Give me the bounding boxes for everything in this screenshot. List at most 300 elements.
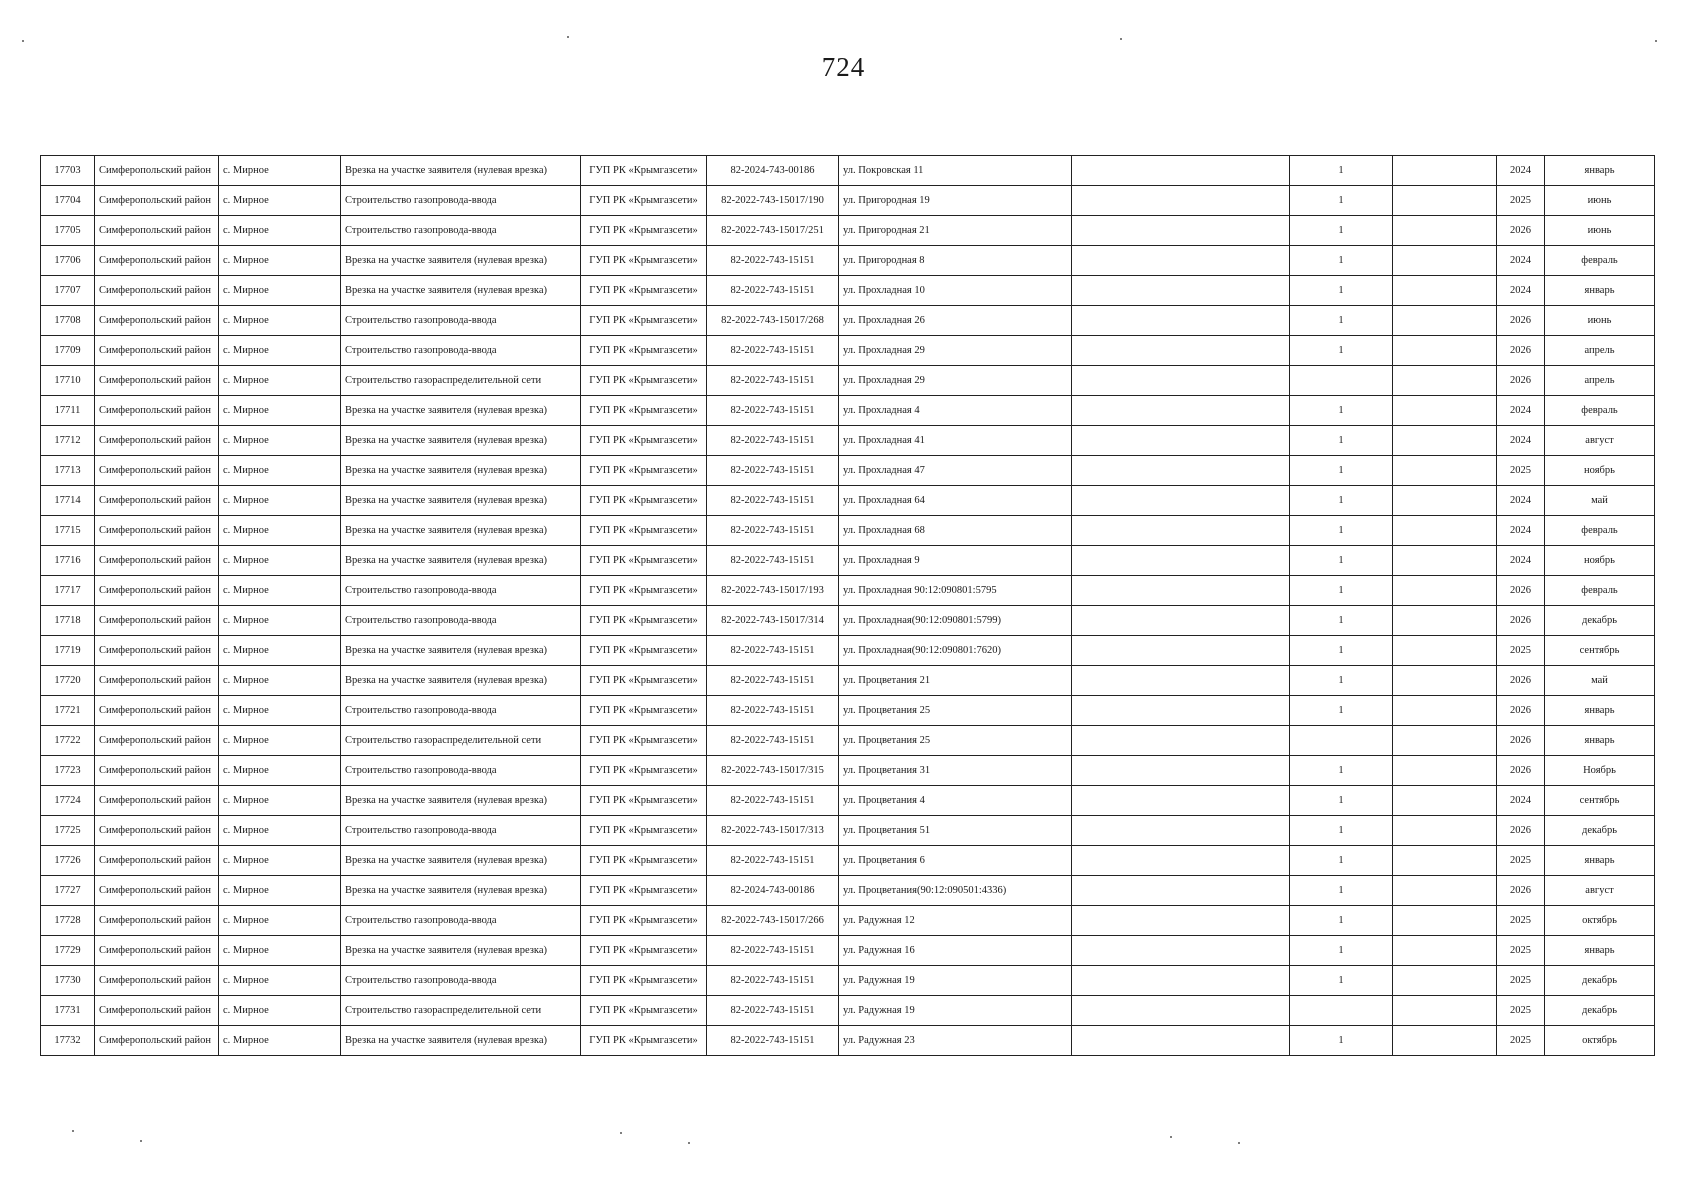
row-number: 17727	[41, 876, 95, 906]
table-row	[41, 426, 1655, 456]
work-type-cell: Строительство газораспределительной сети	[341, 366, 581, 396]
empty-cell	[1072, 366, 1290, 396]
address-cell: ул. Радужная 12	[839, 906, 1072, 936]
district-cell: Симферопольский район	[95, 276, 219, 306]
district-cell: Симферопольский район	[95, 336, 219, 366]
row-number: 17731	[41, 996, 95, 1026]
district-cell: Симферопольский район	[95, 156, 219, 186]
district-cell: Симферопольский район	[95, 546, 219, 576]
empty-cell	[1393, 816, 1497, 846]
row-number: 17712	[41, 426, 95, 456]
district-cell: Симферопольский район	[95, 366, 219, 396]
application-code-cell: 82-2022-743-15151	[707, 666, 839, 696]
year-cell: 2026	[1497, 816, 1545, 846]
year-cell: 2025	[1497, 966, 1545, 996]
work-type-cell: Строительство газопровода-ввода	[341, 336, 581, 366]
work-type-cell: Строительство газопровода-ввода	[341, 306, 581, 336]
empty-cell	[1393, 696, 1497, 726]
table-row	[41, 1026, 1655, 1056]
month-cell: апрель	[1545, 366, 1655, 396]
empty-cell	[1393, 906, 1497, 936]
quantity-cell	[1290, 726, 1393, 756]
row-number: 17720	[41, 666, 95, 696]
address-cell: ул. Прохладная(90:12:090801:7620)	[839, 636, 1072, 666]
registry-table	[40, 155, 1655, 1056]
row-number: 17730	[41, 966, 95, 996]
district-cell: Симферопольский район	[95, 726, 219, 756]
application-code-cell: 82-2022-743-15017/190	[707, 186, 839, 216]
empty-cell	[1393, 516, 1497, 546]
address-cell: ул. Прохладная 29	[839, 336, 1072, 366]
organization-cell: ГУП РК «Крымгазсети»	[581, 216, 707, 246]
address-cell: ул. Пригородная 19	[839, 186, 1072, 216]
village-cell: с. Мирное	[219, 906, 341, 936]
application-code-cell: 82-2024-743-00186	[707, 156, 839, 186]
month-cell: август	[1545, 876, 1655, 906]
table-row	[41, 756, 1655, 786]
empty-cell	[1072, 876, 1290, 906]
village-cell: с. Мирное	[219, 996, 341, 1026]
row-number: 17718	[41, 606, 95, 636]
quantity-cell: 1	[1290, 486, 1393, 516]
quantity-cell: 1	[1290, 216, 1393, 246]
address-cell: ул. Прохладная 47	[839, 456, 1072, 486]
empty-cell	[1393, 936, 1497, 966]
application-code-cell: 82-2022-743-15151	[707, 486, 839, 516]
quantity-cell: 1	[1290, 696, 1393, 726]
table-row	[41, 156, 1655, 186]
empty-cell	[1072, 186, 1290, 216]
year-cell: 2026	[1497, 696, 1545, 726]
work-type-cell: Врезка на участке заявителя (нулевая врезка)	[341, 456, 581, 486]
organization-cell: ГУП РК «Крымгазсети»	[581, 636, 707, 666]
month-cell: Ноябрь	[1545, 756, 1655, 786]
year-cell: 2026	[1497, 306, 1545, 336]
village-cell: с. Мирное	[219, 456, 341, 486]
month-cell: февраль	[1545, 396, 1655, 426]
work-type-cell: Врезка на участке заявителя (нулевая врезка)	[341, 936, 581, 966]
empty-cell	[1393, 426, 1497, 456]
empty-cell	[1393, 966, 1497, 996]
month-cell: декабрь	[1545, 996, 1655, 1026]
year-cell: 2025	[1497, 906, 1545, 936]
table-row	[41, 876, 1655, 906]
work-type-cell: Строительство газопровода-ввода	[341, 756, 581, 786]
application-code-cell: 82-2022-743-15017/193	[707, 576, 839, 606]
work-type-cell: Строительство газопровода-ввода	[341, 576, 581, 606]
district-cell: Симферопольский район	[95, 816, 219, 846]
organization-cell: ГУП РК «Крымгазсети»	[581, 156, 707, 186]
village-cell: с. Мирное	[219, 396, 341, 426]
work-type-cell: Врезка на участке заявителя (нулевая врезка)	[341, 786, 581, 816]
quantity-cell: 1	[1290, 966, 1393, 996]
year-cell: 2024	[1497, 486, 1545, 516]
empty-cell	[1072, 816, 1290, 846]
organization-cell: ГУП РК «Крымгазсети»	[581, 336, 707, 366]
quantity-cell: 1	[1290, 186, 1393, 216]
address-cell: ул. Процветания 31	[839, 756, 1072, 786]
work-type-cell: Врезка на участке заявителя (нулевая врезка)	[341, 666, 581, 696]
month-cell: февраль	[1545, 246, 1655, 276]
empty-cell	[1072, 666, 1290, 696]
village-cell: с. Мирное	[219, 546, 341, 576]
quantity-cell	[1290, 366, 1393, 396]
village-cell: с. Мирное	[219, 606, 341, 636]
work-type-cell: Врезка на участке заявителя (нулевая врезка)	[341, 516, 581, 546]
empty-cell	[1393, 216, 1497, 246]
empty-cell	[1072, 336, 1290, 366]
month-cell: июнь	[1545, 216, 1655, 246]
empty-cell	[1393, 366, 1497, 396]
year-cell: 2025	[1497, 186, 1545, 216]
address-cell: ул. Прохладная 68	[839, 516, 1072, 546]
empty-cell	[1393, 726, 1497, 756]
organization-cell: ГУП РК «Крымгазсети»	[581, 876, 707, 906]
year-cell: 2026	[1497, 876, 1545, 906]
table-row	[41, 996, 1655, 1026]
organization-cell: ГУП РК «Крымгазсети»	[581, 306, 707, 336]
table-row	[41, 906, 1655, 936]
table-row	[41, 816, 1655, 846]
empty-cell	[1393, 396, 1497, 426]
quantity-cell: 1	[1290, 426, 1393, 456]
month-cell: январь	[1545, 726, 1655, 756]
month-cell: май	[1545, 666, 1655, 696]
table-row	[41, 246, 1655, 276]
village-cell: с. Мирное	[219, 246, 341, 276]
district-cell: Симферопольский район	[95, 306, 219, 336]
empty-cell	[1072, 756, 1290, 786]
row-number: 17703	[41, 156, 95, 186]
month-cell: ноябрь	[1545, 456, 1655, 486]
empty-cell	[1072, 246, 1290, 276]
quantity-cell: 1	[1290, 786, 1393, 816]
year-cell: 2025	[1497, 456, 1545, 486]
application-code-cell: 82-2022-743-15151	[707, 546, 839, 576]
village-cell: с. Мирное	[219, 426, 341, 456]
village-cell: с. Мирное	[219, 696, 341, 726]
district-cell: Симферопольский район	[95, 996, 219, 1026]
month-cell: ноябрь	[1545, 546, 1655, 576]
month-cell: февраль	[1545, 576, 1655, 606]
row-number: 17723	[41, 756, 95, 786]
empty-cell	[1393, 996, 1497, 1026]
organization-cell: ГУП РК «Крымгазсети»	[581, 666, 707, 696]
organization-cell: ГУП РК «Крымгазсети»	[581, 546, 707, 576]
work-type-cell: Строительство газопровода-ввода	[341, 906, 581, 936]
row-number: 17725	[41, 816, 95, 846]
address-cell: ул. Процветания(90:12:090501:4336)	[839, 876, 1072, 906]
village-cell: с. Мирное	[219, 336, 341, 366]
organization-cell: ГУП РК «Крымгазсети»	[581, 696, 707, 726]
table-row	[41, 576, 1655, 606]
row-number: 17713	[41, 456, 95, 486]
row-number: 17708	[41, 306, 95, 336]
table-row	[41, 846, 1655, 876]
table-row	[41, 216, 1655, 246]
table-row	[41, 396, 1655, 426]
year-cell: 2024	[1497, 426, 1545, 456]
work-type-cell: Врезка на участке заявителя (нулевая врезка)	[341, 546, 581, 576]
year-cell: 2024	[1497, 786, 1545, 816]
village-cell: с. Мирное	[219, 726, 341, 756]
empty-cell	[1393, 846, 1497, 876]
quantity-cell: 1	[1290, 876, 1393, 906]
empty-cell	[1072, 516, 1290, 546]
table-row	[41, 546, 1655, 576]
table-row	[41, 336, 1655, 366]
district-cell: Симферопольский район	[95, 396, 219, 426]
table-row	[41, 456, 1655, 486]
year-cell: 2026	[1497, 756, 1545, 786]
row-number: 17717	[41, 576, 95, 606]
organization-cell: ГУП РК «Крымгазсети»	[581, 366, 707, 396]
row-number: 17707	[41, 276, 95, 306]
address-cell: ул. Процветания 25	[839, 696, 1072, 726]
empty-cell	[1072, 456, 1290, 486]
quantity-cell: 1	[1290, 156, 1393, 186]
year-cell: 2025	[1497, 936, 1545, 966]
village-cell: с. Мирное	[219, 366, 341, 396]
district-cell: Симферопольский район	[95, 756, 219, 786]
row-number: 17711	[41, 396, 95, 426]
organization-cell: ГУП РК «Крымгазсети»	[581, 456, 707, 486]
work-type-cell: Строительство газопровода-ввода	[341, 606, 581, 636]
district-cell: Симферопольский район	[95, 246, 219, 276]
empty-cell	[1072, 306, 1290, 336]
organization-cell: ГУП РК «Крымгазсети»	[581, 906, 707, 936]
district-cell: Симферопольский район	[95, 696, 219, 726]
year-cell: 2025	[1497, 636, 1545, 666]
work-type-cell: Врезка на участке заявителя (нулевая врезка)	[341, 276, 581, 306]
month-cell: декабрь	[1545, 966, 1655, 996]
organization-cell: ГУП РК «Крымгазсети»	[581, 816, 707, 846]
table-row	[41, 306, 1655, 336]
district-cell: Симферопольский район	[95, 906, 219, 936]
month-cell: январь	[1545, 696, 1655, 726]
village-cell: с. Мирное	[219, 846, 341, 876]
row-number: 17714	[41, 486, 95, 516]
quantity-cell: 1	[1290, 336, 1393, 366]
row-number: 17709	[41, 336, 95, 366]
row-number: 17729	[41, 936, 95, 966]
page-number: 724	[821, 52, 866, 82]
work-type-cell: Врезка на участке заявителя (нулевая врезка)	[341, 636, 581, 666]
quantity-cell: 1	[1290, 756, 1393, 786]
table-row	[41, 786, 1655, 816]
application-code-cell: 82-2022-743-15151	[707, 846, 839, 876]
district-cell: Симферопольский район	[95, 456, 219, 486]
address-cell: ул. Процветания 4	[839, 786, 1072, 816]
village-cell: с. Мирное	[219, 306, 341, 336]
year-cell: 2026	[1497, 336, 1545, 366]
address-cell: ул. Радужная 23	[839, 1026, 1072, 1056]
work-type-cell: Врезка на участке заявителя (нулевая врезка)	[341, 426, 581, 456]
district-cell: Симферопольский район	[95, 1026, 219, 1056]
empty-cell	[1393, 576, 1497, 606]
quantity-cell: 1	[1290, 396, 1393, 426]
quantity-cell: 1	[1290, 516, 1393, 546]
year-cell: 2024	[1497, 246, 1545, 276]
quantity-cell: 1	[1290, 666, 1393, 696]
address-cell: ул. Пригородная 21	[839, 216, 1072, 246]
table-row	[41, 726, 1655, 756]
application-code-cell: 82-2022-743-15151	[707, 996, 839, 1026]
empty-cell	[1393, 546, 1497, 576]
empty-cell	[1072, 426, 1290, 456]
table-row	[41, 186, 1655, 216]
address-cell: ул. Прохладная 29	[839, 366, 1072, 396]
address-cell: ул. Прохладная 10	[839, 276, 1072, 306]
work-type-cell: Строительство газопровода-ввода	[341, 216, 581, 246]
registry-body	[41, 156, 1655, 1056]
application-code-cell: 82-2022-743-15151	[707, 786, 839, 816]
row-number: 17719	[41, 636, 95, 666]
organization-cell: ГУП РК «Крымгазсети»	[581, 756, 707, 786]
quantity-cell: 1	[1290, 276, 1393, 306]
organization-cell: ГУП РК «Крымгазсети»	[581, 516, 707, 546]
application-code-cell: 82-2022-743-15151	[707, 516, 839, 546]
row-number: 17705	[41, 216, 95, 246]
village-cell: с. Мирное	[219, 966, 341, 996]
quantity-cell: 1	[1290, 846, 1393, 876]
quantity-cell: 1	[1290, 816, 1393, 846]
month-cell: февраль	[1545, 516, 1655, 546]
application-code-cell: 82-2022-743-15151	[707, 636, 839, 666]
work-type-cell: Врезка на участке заявителя (нулевая врезка)	[341, 486, 581, 516]
empty-cell	[1072, 846, 1290, 876]
empty-cell	[1072, 156, 1290, 186]
district-cell: Симферопольский район	[95, 516, 219, 546]
month-cell: январь	[1545, 156, 1655, 186]
empty-cell	[1072, 396, 1290, 426]
year-cell: 2024	[1497, 546, 1545, 576]
empty-cell	[1393, 636, 1497, 666]
table-row	[41, 966, 1655, 996]
district-cell: Симферопольский район	[95, 636, 219, 666]
row-number: 17715	[41, 516, 95, 546]
year-cell: 2024	[1497, 276, 1545, 306]
village-cell: с. Мирное	[219, 876, 341, 906]
address-cell: ул. Прохладная 41	[839, 426, 1072, 456]
address-cell: ул. Покровская 11	[839, 156, 1072, 186]
year-cell: 2024	[1497, 156, 1545, 186]
row-number: 17716	[41, 546, 95, 576]
year-cell: 2026	[1497, 726, 1545, 756]
empty-cell	[1072, 696, 1290, 726]
work-type-cell: Строительство газораспределительной сети	[341, 726, 581, 756]
month-cell: январь	[1545, 276, 1655, 306]
empty-cell	[1072, 996, 1290, 1026]
work-type-cell: Строительство газопровода-ввода	[341, 186, 581, 216]
empty-cell	[1393, 156, 1497, 186]
work-type-cell: Врезка на участке заявителя (нулевая врезка)	[341, 156, 581, 186]
year-cell: 2026	[1497, 366, 1545, 396]
row-number: 17706	[41, 246, 95, 276]
empty-cell	[1393, 1026, 1497, 1056]
work-type-cell: Строительство газопровода-ввода	[341, 966, 581, 996]
village-cell: с. Мирное	[219, 156, 341, 186]
table-row	[41, 666, 1655, 696]
village-cell: с. Мирное	[219, 786, 341, 816]
work-type-cell: Врезка на участке заявителя (нулевая врезка)	[341, 1026, 581, 1056]
empty-cell	[1072, 786, 1290, 816]
year-cell: 2026	[1497, 576, 1545, 606]
district-cell: Симферопольский район	[95, 966, 219, 996]
organization-cell: ГУП РК «Крымгазсети»	[581, 186, 707, 216]
table-row	[41, 936, 1655, 966]
table-row	[41, 276, 1655, 306]
quantity-cell: 1	[1290, 636, 1393, 666]
address-cell: ул. Прохладная 90:12:090801:5795	[839, 576, 1072, 606]
empty-cell	[1072, 546, 1290, 576]
application-code-cell: 82-2022-743-15151	[707, 336, 839, 366]
empty-cell	[1393, 876, 1497, 906]
application-code-cell: 82-2022-743-15017/268	[707, 306, 839, 336]
table-row	[41, 516, 1655, 546]
quantity-cell: 1	[1290, 1026, 1393, 1056]
work-type-cell: Врезка на участке заявителя (нулевая врезка)	[341, 846, 581, 876]
month-cell: январь	[1545, 936, 1655, 966]
village-cell: с. Мирное	[219, 816, 341, 846]
application-code-cell: 82-2022-743-15151	[707, 456, 839, 486]
row-number: 17710	[41, 366, 95, 396]
district-cell: Симферопольский район	[95, 186, 219, 216]
organization-cell: ГУП РК «Крымгазсети»	[581, 996, 707, 1026]
address-cell: ул. Радужная 19	[839, 966, 1072, 996]
district-cell: Симферопольский район	[95, 846, 219, 876]
village-cell: с. Мирное	[219, 276, 341, 306]
work-type-cell: Врезка на участке заявителя (нулевая врезка)	[341, 246, 581, 276]
organization-cell: ГУП РК «Крымгазсети»	[581, 426, 707, 456]
year-cell: 2024	[1497, 516, 1545, 546]
village-cell: с. Мирное	[219, 636, 341, 666]
address-cell: ул. Процветания 21	[839, 666, 1072, 696]
year-cell: 2024	[1497, 396, 1545, 426]
row-number: 17724	[41, 786, 95, 816]
empty-cell	[1393, 786, 1497, 816]
district-cell: Симферопольский район	[95, 576, 219, 606]
month-cell: сентябрь	[1545, 786, 1655, 816]
application-code-cell: 82-2022-743-15017/314	[707, 606, 839, 636]
table-row	[41, 366, 1655, 396]
village-cell: с. Мирное	[219, 216, 341, 246]
empty-cell	[1072, 486, 1290, 516]
district-cell: Симферопольский район	[95, 486, 219, 516]
month-cell: декабрь	[1545, 606, 1655, 636]
empty-cell	[1072, 936, 1290, 966]
application-code-cell: 82-2022-743-15151	[707, 966, 839, 996]
empty-cell	[1393, 306, 1497, 336]
empty-cell	[1393, 666, 1497, 696]
address-cell: ул. Радужная 19	[839, 996, 1072, 1026]
empty-cell	[1072, 276, 1290, 306]
application-code-cell: 82-2024-743-00186	[707, 876, 839, 906]
month-cell: октябрь	[1545, 1026, 1655, 1056]
district-cell: Симферопольский район	[95, 786, 219, 816]
village-cell: с. Мирное	[219, 576, 341, 606]
year-cell: 2026	[1497, 216, 1545, 246]
address-cell: ул. Процветания 51	[839, 816, 1072, 846]
empty-cell	[1393, 336, 1497, 366]
table-row	[41, 486, 1655, 516]
empty-cell	[1072, 636, 1290, 666]
application-code-cell: 82-2022-743-15151	[707, 366, 839, 396]
empty-cell	[1072, 606, 1290, 636]
address-cell: ул. Пригородная 8	[839, 246, 1072, 276]
empty-cell	[1393, 276, 1497, 306]
empty-cell	[1393, 606, 1497, 636]
